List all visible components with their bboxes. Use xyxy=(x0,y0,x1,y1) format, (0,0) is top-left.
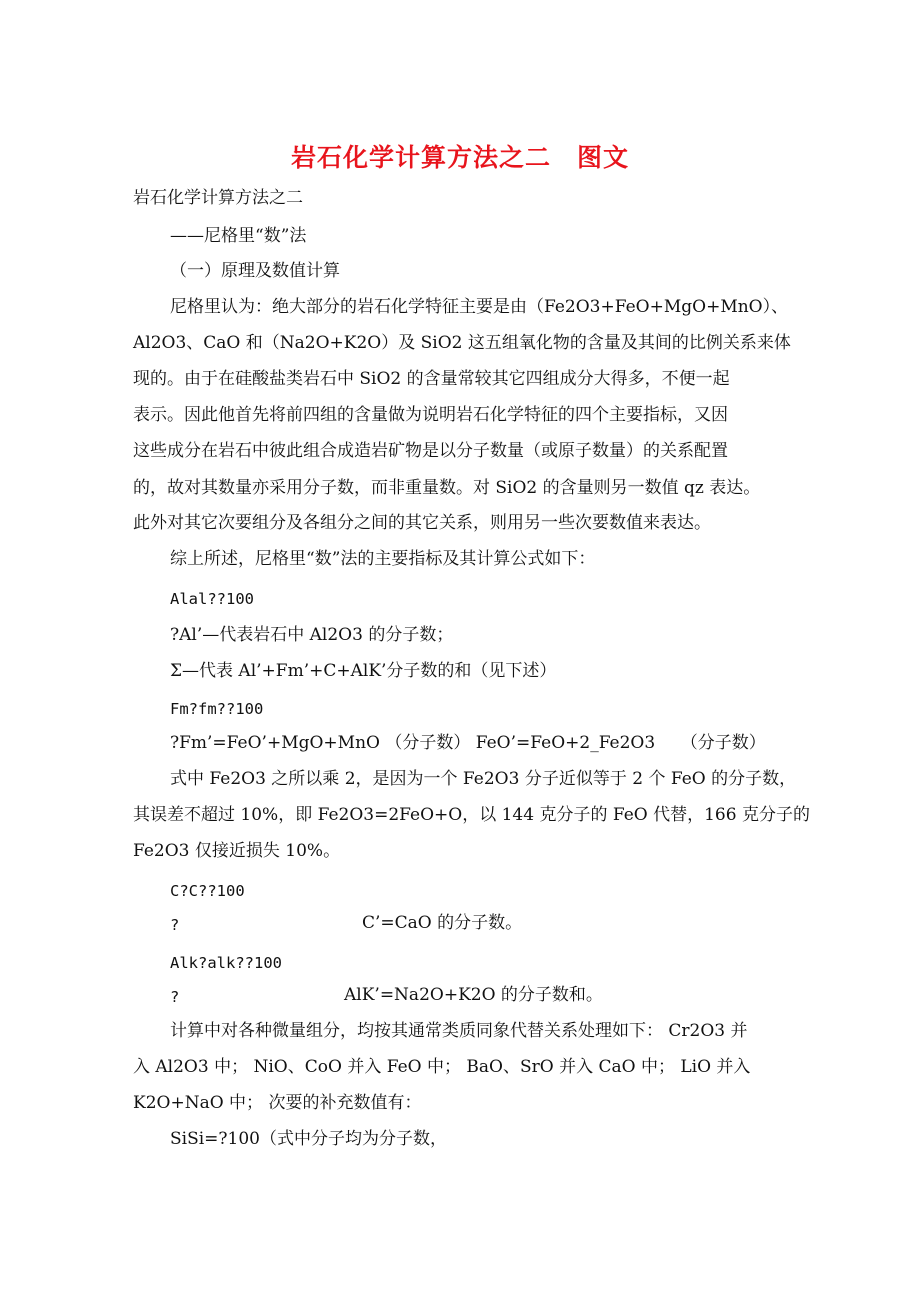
formula-note: ?Fm’=FeO’+MgO+MnO （分子数） FeO’=FeO+2_Fe2O3 （分子数） xyxy=(170,733,766,753)
paragraph-line: 综上所述，尼格里“数”法的主要指标及其计算公式如下： xyxy=(170,549,596,569)
formula-note: C’=CaO 的分子数。 xyxy=(362,913,523,933)
formula-fm: Fm?fm??100 xyxy=(170,700,264,718)
formula-placeholder: ? xyxy=(170,916,180,934)
formula-al xyxy=(170,588,254,610)
formula-al-prefix: Al xyxy=(170,590,189,608)
method-name: ——尼格里“数”法 xyxy=(170,226,307,246)
paragraph-line: K2O+NaO 中； 次要的补充数值有： xyxy=(133,1093,422,1113)
formula-c: C?C??100 xyxy=(170,882,245,900)
paragraph-line: 其误差不超过 10%，即 Fe2O3=2FeO+O，以 144 克分子的 FeO 代替，166 克分子的 xyxy=(133,805,810,825)
paragraph-line: 计算中对各种微量组分，均按其通常类质同象代替关系处理如下： Cr2O3 并 xyxy=(170,1021,748,1041)
formula-alk: Alk?alk??100 xyxy=(170,954,282,972)
paragraph-line: 现的。由于在硅酸盐类岩石中 SiO2 的含量常较其它四组成分大得多，不便一起 xyxy=(133,369,730,389)
formula-note: Σ—代表 Al’+Fm’+C+AlK’分子数的和（见下述） xyxy=(170,661,557,681)
paragraph-line: 式中 Fe2O3 之所以乘 2，是因为一个 Fe2O3 分子近似等于 2 个 FeO 的分子数， xyxy=(170,769,797,789)
formula-note: AlK’=Na2O+K2O 的分子数和。 xyxy=(344,985,603,1005)
subtitle: 岩石化学计算方法之二 xyxy=(133,188,303,208)
paragraph-line: Al2O3、CaO 和（Na2O+K2O）及 SiO2 这五组氧化物的含量及其间的比例关系来体 xyxy=(133,333,791,353)
formula-al-suffix: al??100 xyxy=(188,590,254,608)
paragraph-line: 表示。因此他首先将前四组的含量做为说明岩石化学特征的四个主要指标，又因 xyxy=(133,405,728,425)
page-title: 岩石化学计算方法之二 图文 xyxy=(290,143,629,172)
paragraph-line: 入 Al2O3 中； NiO、CoO 并入 FeO 中； BaO、SrO 并入 CaO 中； LiO 并入 xyxy=(133,1057,751,1077)
paragraph-line: 这些成分在岩石中彼此组合成造岩矿物是以分子数量（或原子数量）的关系配置 xyxy=(133,441,728,461)
formula-note: ?Al’—代表岩石中 Al2O3 的分子数； xyxy=(170,625,454,645)
paragraph-line: 尼格里认为：绝大部分的岩石化学特征主要是由（Fe2O3+FeO+MgO+MnO）、 xyxy=(170,297,789,317)
paragraph-line: Fe2O3 仅接近损失 10%。 xyxy=(133,841,341,861)
formula-placeholder: ? xyxy=(170,988,180,1006)
paragraph-line: 此外对其它次要组分及各组分之间的其它关系，则用另一些次要数值来表达。 xyxy=(133,513,711,533)
paragraph-line: 的，故对其数量亦采用分子数，而非重量数。对 SiO2 的含量则另一数值 qz 表达。 xyxy=(133,478,761,498)
section-heading: （一）原理及数值计算 xyxy=(170,261,340,281)
formula-si: SiSi=?100（式中分子均为分子数， xyxy=(170,1129,447,1149)
